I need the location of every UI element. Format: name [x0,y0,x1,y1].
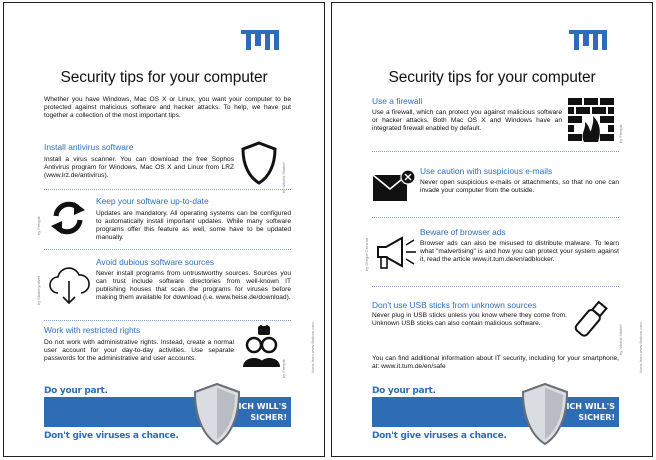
section-text-antivirus: Install a virus scanner. You can download the free Sophos Antivirus program for Windows, Mac OS X and Linux from LRZ (www.lrz.de/antivirus). [44,156,234,179]
refresh-icon [48,198,88,238]
banner-slogan-top: Do your part. [372,386,436,396]
icons-source-credit: Icons from www.flaticon.com [310,322,315,373]
section-divider [44,189,291,190]
section-text-usb: Never plug in USB sticks unless you know where they come from. Unknown USB sticks can also contain malicious software. [372,312,567,327]
icon-credit: by Nikolai Markel [281,162,286,193]
section-heading-firewall: Use a firewall [372,96,423,106]
section-text-ads: Browser ads can also be misused to distribute malware. To learn what "malvertising" is and how you can protect your system against it, read the article www.it.tum.de/en/adblocker. [420,240,619,263]
section-heading-updates: Keep your software up-to-date [96,196,209,206]
usb-stick-icon [571,299,611,339]
section-heading-emails: Use caution with suspicious e-mails [420,166,553,176]
shield-icon [241,141,277,185]
section-text-emails: Never open suspicious e-mails or attachments, so that no one can invade your computer from the outside. [420,179,619,194]
banner-slogan-top: Do your part. [44,386,108,396]
section-heading-rights: Work with restricted rights [44,325,141,335]
icon-credit: by Nikolai Markel [618,324,623,355]
campaign-banner [44,386,291,448]
section-divider [44,320,291,321]
tum-logo [240,29,280,51]
section-text-updates: Updates are mandatory. All operating systems can be configured to automatically install important updates. While many software programs offer this feature as well, some have to be updated manually. [96,210,291,241]
icon-credit: by Freepik [36,216,41,235]
intro-text: Whether you have Windows, Mac OS X or Linux, you want your computer to be protected against malicious software and hacker attacks. To help, we have put together a collection of the most important tips. [44,96,291,119]
icon-credit: by Freepik [281,359,286,378]
section-heading-ads: Beware of browser ads [420,227,506,237]
tum-logo [568,29,608,51]
cloud-download-icon [48,265,90,307]
section-heading-usb: Don't use USB sticks from unknown sources [372,300,537,310]
firewall-icon [568,98,614,142]
icons-source-credit: Icons from www.flaticon.com [638,322,643,373]
banner-badge-text: ICH WILL'S SICHER! [566,402,615,422]
section-divider [372,286,619,287]
icon-credit: by Freepik [618,124,623,143]
section-heading-antivirus: Install antivirus software [44,142,134,152]
banner-badge-text: ICH WILL'S SICHER! [238,402,287,422]
section-text-firewall: Use a firewall, which can protect you against malicious software or hacker attacks. Both Mac OS X and Windows have an integrated firewall enabled by default. [372,109,562,132]
section-heading-sources: Avoid dubious software sources [96,257,215,267]
section-divider [372,217,619,218]
users-lock-icon [241,325,281,369]
banner-slogan-bottom: Don't give viruses a chance. [44,431,179,441]
right-page [331,2,653,457]
banner-slogan-bottom: Don't give viruses a chance. [372,431,507,441]
section-text-rights: Do not work with administrative rights. Instead, create a normal user account for your day-to-day activities. Use separate passwords for the administrative and user accounts. [44,339,234,362]
campaign-banner [372,386,619,448]
icon-credit: by Madebyoliver [36,275,41,305]
page-title: Security tips for your computer [60,69,268,86]
section-divider [372,151,619,152]
section-text-sources: Never install programs from untrustworthy sources. Sources you can trust include software directories from well-known IT publishing houses that scan the programs for viruses before making them available for download (i.e. www.heise.de/download). [96,270,291,301]
email-x-icon [372,169,418,203]
megaphone-icon [374,235,418,271]
footer-info-text: You can find additional information about IT security, including for your smartphone, at: www.it.tum.de/en/safe [372,355,619,370]
icon-credit: by Gregor Cresnar [364,237,369,271]
left-page [3,2,325,457]
section-divider [44,249,291,250]
page-title: Security tips for your computer [388,69,596,86]
